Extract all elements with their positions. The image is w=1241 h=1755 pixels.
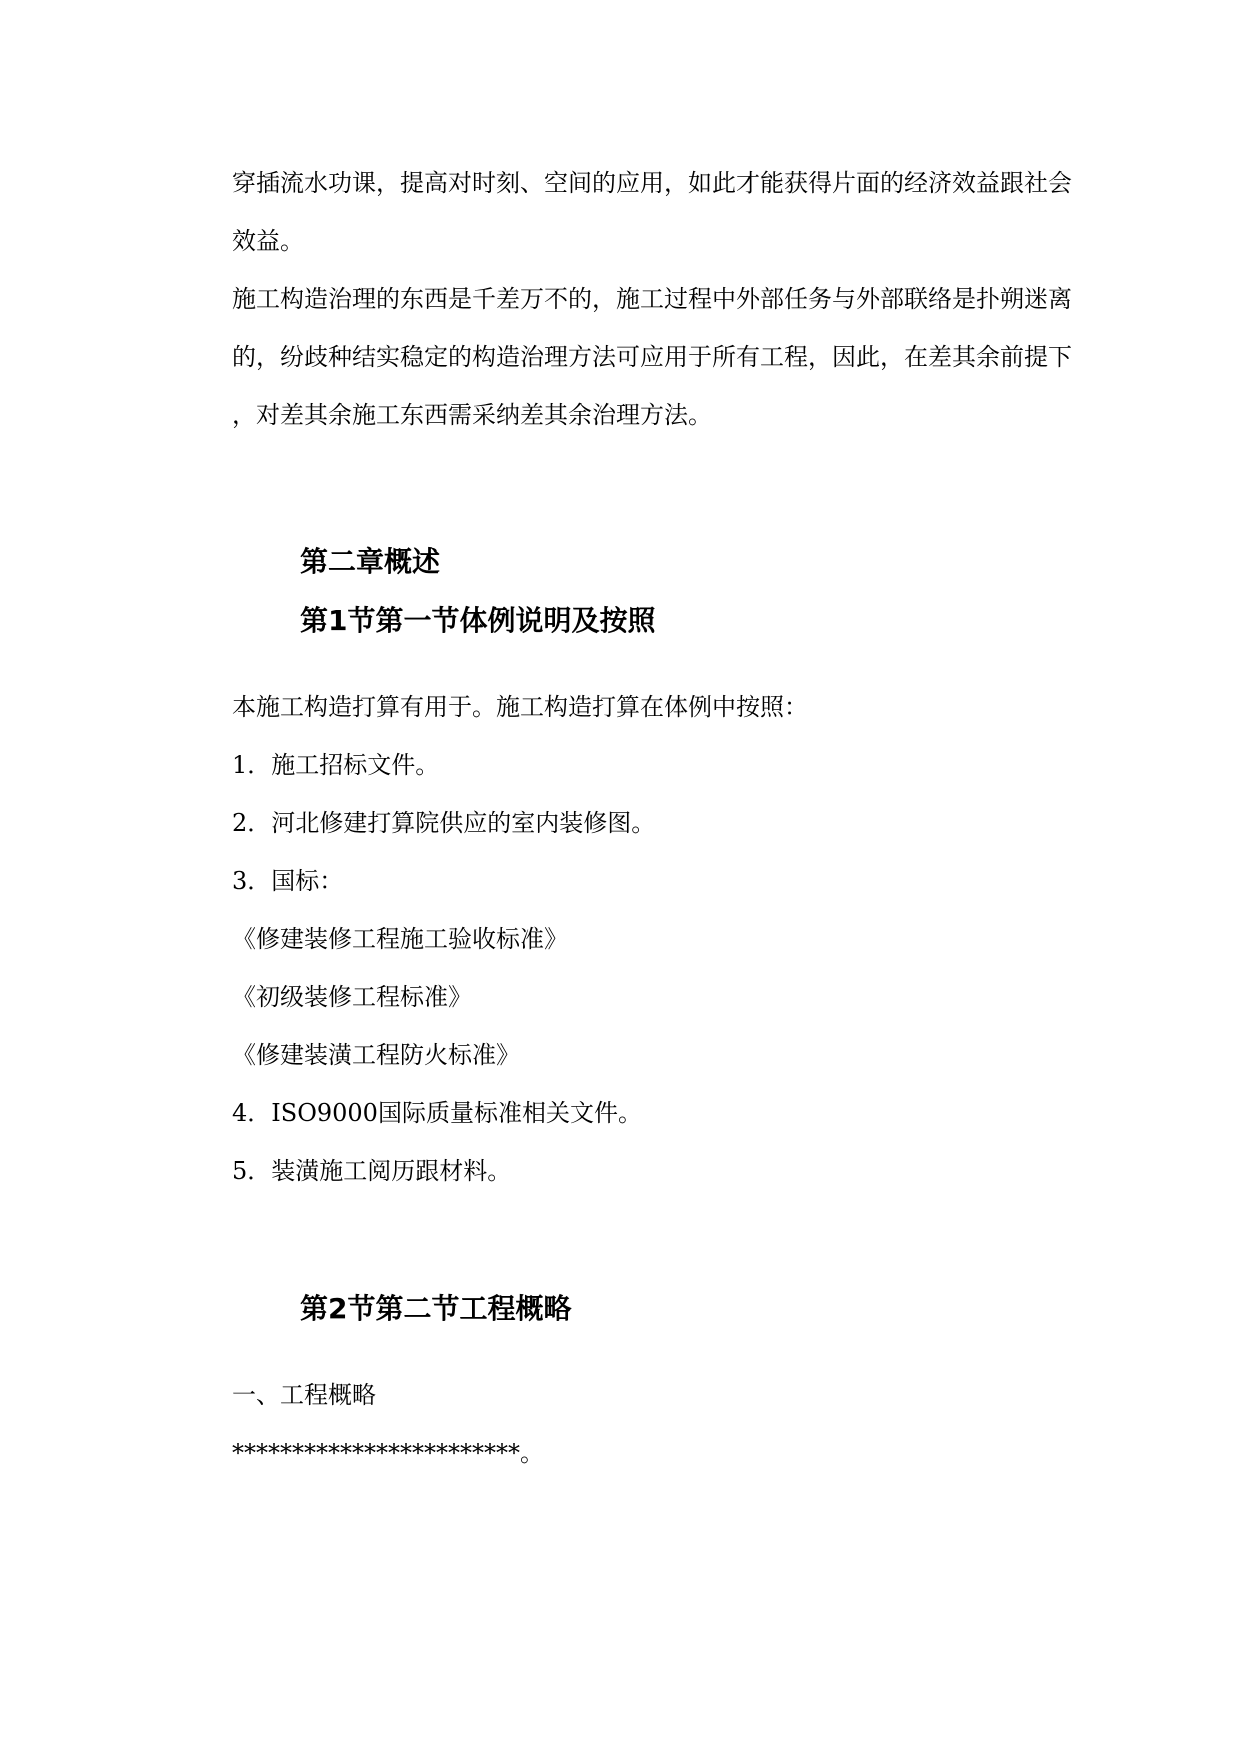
list-item: 《修建装修工程施工验收标准》 [232, 925, 568, 953]
paragraph-line: 穿插流水功课，提高对时刻、空间的应用，如此才能获得片面的经济效益跟社会 [232, 169, 1072, 197]
list-item: 《初级装修工程标准》 [232, 983, 472, 1011]
section-title: 第1节第一节体例说明及按照 [300, 604, 656, 637]
placeholder-text: ************************。 [232, 1439, 544, 1467]
section-intro: 本施工构造打算有用于。施工构造打算在体例中按照： [232, 693, 808, 721]
subheading: 一、工程概略 [232, 1381, 376, 1409]
list-item: 4．ISO9000国际质量标准相关文件。 [232, 1099, 642, 1127]
chapter-title: 第二章概述 [300, 545, 441, 578]
list-item: 1．施工招标文件。 [232, 751, 440, 779]
paragraph-line: ，对差其余施工东西需采纳差其余治理方法。 [232, 401, 712, 429]
paragraph-line: 施工构造治理的东西是千差万不的，施工过程中外部任务与外部联络是扑朔迷离 [232, 285, 1072, 313]
paragraph-line: 的，纷歧种结实稳定的构造治理方法可应用于所有工程，因此，在差其余前提下 [232, 343, 1072, 371]
list-item: 《修建装潢工程防火标准》 [232, 1041, 520, 1069]
paragraph-line: 效益。 [232, 227, 304, 255]
list-item: 2．河北修建打算院供应的室内装修图。 [232, 809, 656, 837]
section-title: 第2节第二节工程概略 [300, 1292, 572, 1325]
list-item: 5．装潢施工阅历跟材料。 [232, 1157, 512, 1185]
list-item: 3．国标： [232, 867, 344, 895]
